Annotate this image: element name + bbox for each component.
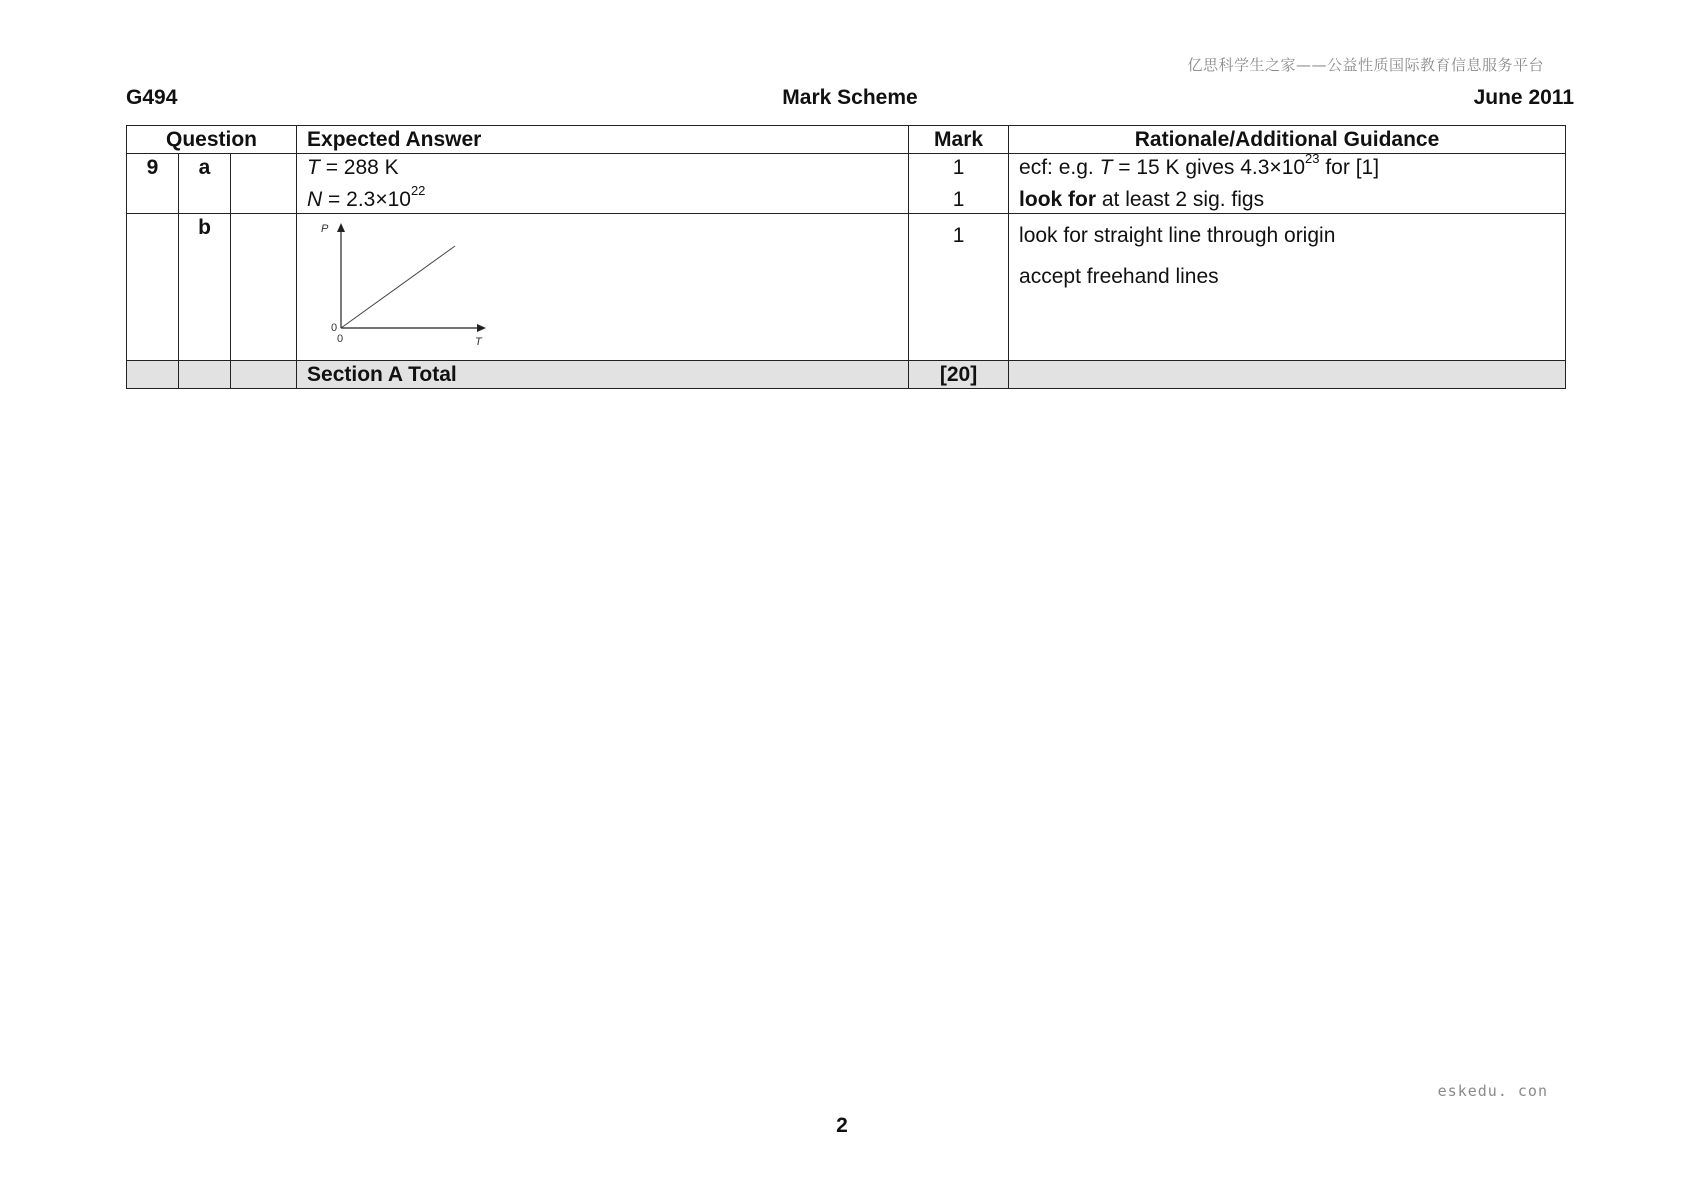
answer-exponent: 22	[410, 182, 426, 198]
mark-scheme-table	[126, 125, 1566, 389]
header-expected-answer: Expected Answer	[297, 126, 909, 154]
graph-x-label: T	[475, 335, 482, 348]
expected-answer-cell	[297, 213, 909, 360]
graph-y-arrow	[337, 223, 345, 232]
answer-line	[307, 182, 898, 213]
guidance-emphasis: look for	[1019, 187, 1097, 211]
question-part: a	[179, 154, 231, 214]
watermark-top: 亿思科学生之家——公益性质国际教育信息服务平台	[1187, 56, 1544, 74]
mark-value: 1	[952, 156, 965, 180]
header-question: Question	[127, 126, 297, 154]
table-row	[127, 213, 1566, 360]
guidance-cell	[1009, 213, 1566, 360]
answer-text: = 2.3×10	[322, 187, 411, 211]
guidance-cell	[1009, 151, 1566, 214]
guidance-line	[1019, 151, 1555, 181]
mark-value: 1	[952, 223, 965, 247]
answer-variable: N	[307, 187, 323, 211]
header-mark: Mark	[909, 126, 1009, 154]
table-row	[127, 154, 1566, 214]
question-part: b	[179, 213, 231, 360]
total-blank	[179, 360, 231, 388]
mark-value: 1	[952, 187, 965, 211]
answer-text: = 288 K	[319, 156, 399, 180]
graph-x-origin: 0	[337, 332, 344, 345]
section-total-mark: [20]	[909, 360, 1009, 388]
section-total-row	[127, 360, 1566, 388]
guidance-line	[1019, 186, 1555, 213]
section-total-label: Section A Total	[297, 360, 909, 388]
document-date: June 2011	[1473, 86, 1574, 109]
total-blank	[1009, 360, 1566, 388]
graph-x-arrow	[477, 324, 486, 332]
graph-line	[341, 246, 455, 328]
graph-y-label: P	[321, 222, 329, 235]
guidance-text: ecf: e.g.	[1019, 156, 1100, 180]
graph-y-origin: 0	[331, 321, 338, 334]
page-number: 2	[836, 1114, 848, 1137]
page-header	[126, 86, 1574, 112]
expected-answer-cell	[297, 154, 909, 214]
table-header-row	[127, 126, 1566, 154]
guidance-exponent: 23	[1305, 151, 1320, 167]
guidance-text: for [1]	[1319, 156, 1380, 180]
mark-cell	[909, 213, 1009, 360]
mark-cell	[909, 154, 1009, 214]
guidance-line: look for straight line through origin	[1019, 223, 1336, 247]
paper-code: G494	[126, 86, 178, 109]
total-blank	[127, 360, 179, 388]
answer-line	[307, 154, 898, 181]
header-guidance: Rationale/Additional Guidance	[1009, 126, 1566, 154]
guidance-text: = 15 K gives 4.3×10	[1112, 156, 1306, 180]
guidance-variable: T	[1099, 156, 1113, 180]
watermark-bottom: eskedu. con	[1437, 1082, 1548, 1100]
question-subpart	[231, 213, 297, 360]
question-subpart	[231, 154, 297, 214]
question-number	[127, 213, 179, 360]
document-title: Mark Scheme	[782, 86, 918, 109]
answer-variable: T	[307, 156, 320, 180]
question-number: 9	[127, 154, 179, 214]
pressure-temperature-graph	[313, 218, 503, 348]
guidance-text: at least 2 sig. figs	[1096, 187, 1265, 211]
total-blank	[231, 360, 297, 388]
guidance-line: accept freehand lines	[1019, 265, 1219, 289]
